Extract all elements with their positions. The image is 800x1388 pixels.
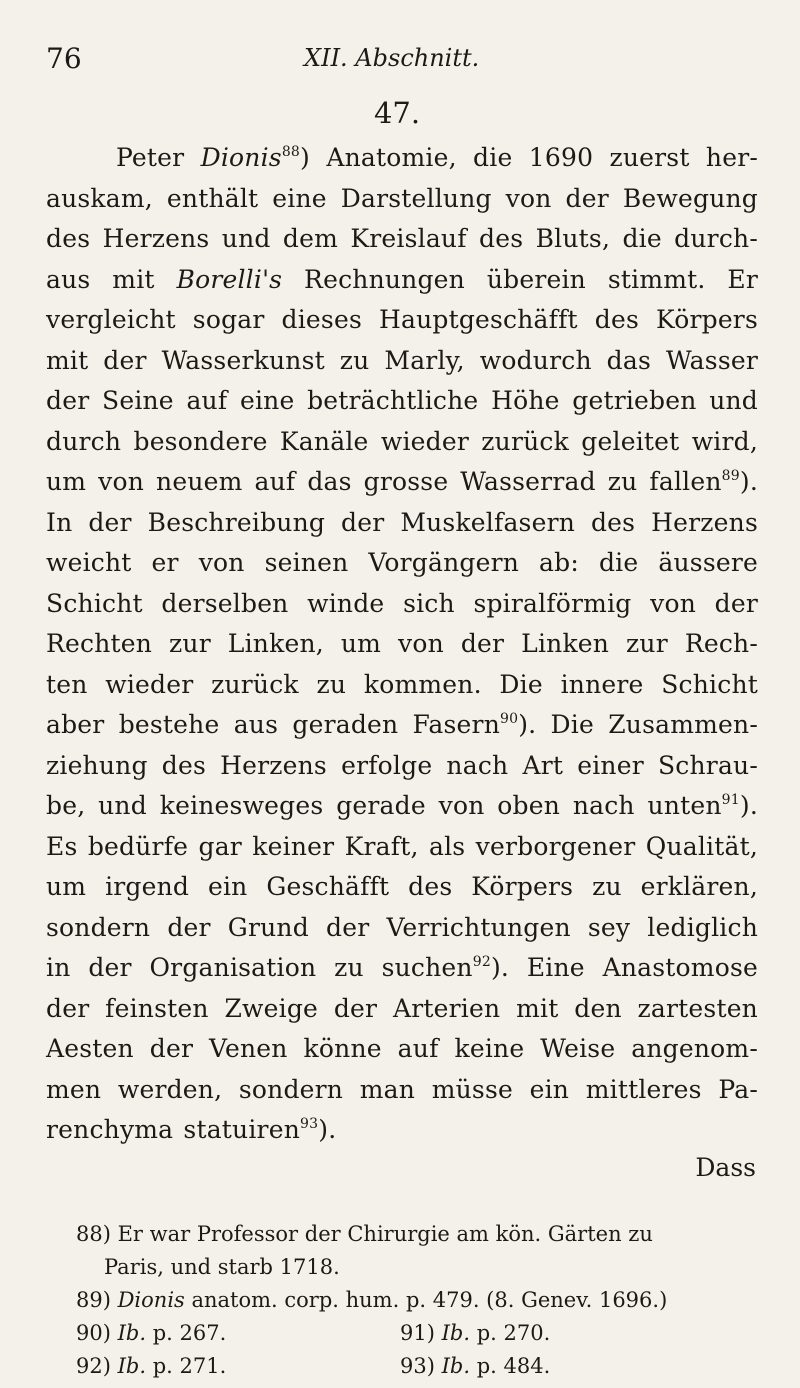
text-segment: ). (318, 1115, 337, 1144)
text-segment: durch besondere Kanäle wieder zurück geleitet wird, (46, 426, 758, 456)
text-segment: in der Organisation zu suchen (46, 953, 473, 982)
text-segment: der feinsten Zweige der Arterien mit den zartesten (46, 993, 758, 1023)
text-segment: ). (739, 467, 758, 496)
page-number: 76 (46, 42, 82, 75)
text-segment: vergleicht sogar dieses Hauptgeschäfft des Körpers (46, 305, 758, 334)
footnote-93 (400, 1350, 550, 1383)
text-line (46, 746, 758, 787)
running-title: XII. Abschnitt. (304, 44, 480, 72)
text-line (46, 989, 758, 1030)
text-line (46, 179, 758, 220)
footnote-92-ibid: Ib. (117, 1353, 147, 1378)
text-line (46, 381, 758, 422)
footnote-row-92-93 (76, 1350, 758, 1383)
footnote-ref: 90 (500, 711, 519, 727)
text-segment: aber bestehe aus geraden Fasern (46, 710, 500, 739)
footnote-91-ibid: Ib. (441, 1320, 471, 1345)
text-segment: ziehung des Herzens erfolge nach Art einer Schrau- (46, 750, 758, 780)
footnote-90-ibid: Ib. (117, 1320, 147, 1345)
text-segment: um von neuem auf das grosse Wasserrad zu fallen (46, 467, 722, 496)
footnote-ref: 89 (721, 468, 740, 484)
text-segment: ten wieder zurück zu kommen. Die innere Schicht (46, 669, 758, 699)
footnote-90-number: 90) (76, 1320, 118, 1345)
text-segment: Aesten der Venen könne auf keine Weise angenom- (46, 1034, 758, 1063)
footnote-92-number: 92) (76, 1353, 118, 1378)
text-line (46, 867, 758, 908)
text-segment: men werden, sondern man müsse ein mittleres Pa- (46, 1074, 758, 1104)
text-line (46, 665, 758, 706)
footnote-93-text: p. 484. (470, 1353, 551, 1378)
text-segment: be, und keinesweges gerade von oben nach unten (46, 791, 722, 820)
text-line (46, 260, 758, 301)
text-line (46, 138, 758, 179)
text-segment: um irgend ein Geschäfft des Körpers zu erklären, (46, 872, 758, 901)
footnote-ref: 88 (281, 144, 301, 160)
text-line (46, 908, 758, 949)
text-line (46, 584, 758, 625)
footnote-92-text: p. 271. (146, 1353, 227, 1378)
text-segment: weicht er von seinen Vorgängern ab: die äussere (46, 548, 758, 577)
text-segment: ). Eine Anastomose (490, 953, 758, 982)
italic-name: Borelli's (176, 264, 283, 294)
text-segment: ). (739, 791, 758, 820)
section-number: 47. (373, 96, 421, 130)
footnote-89 (76, 1284, 758, 1317)
text-line (46, 300, 758, 341)
text-segment: Rechnungen überein stimmt. Er (282, 264, 758, 294)
text-segment: auskam, enthält eine Darstellung von der Bewegung (46, 183, 758, 213)
text-line (46, 624, 758, 665)
footnote-88-continuation: Paris, und starb 1718. (104, 1254, 340, 1279)
footnote-ref: 91 (721, 792, 740, 808)
text-line (46, 705, 758, 746)
text-segment: aus mit (46, 264, 177, 294)
text-line (46, 422, 758, 463)
footnote-ref: 92 (472, 954, 491, 970)
footnote-ref: 93 (300, 1116, 319, 1132)
catchword: Dass (695, 1152, 756, 1182)
text-line (46, 1110, 758, 1151)
footnote-91 (400, 1317, 550, 1350)
text-segment: Rechten zur Linken, um von der Linken zur Rech- (46, 629, 758, 658)
running-head (46, 28, 758, 78)
text-line (46, 1070, 758, 1111)
footnote-91-text: p. 270. (470, 1320, 551, 1345)
footnotes (46, 1218, 758, 1383)
footnote-91-number: 91) (400, 1320, 442, 1345)
footnote-93-number: 93) (400, 1353, 442, 1378)
footnote-93-ibid: Ib. (441, 1353, 471, 1378)
footnote-89-number: 89) (76, 1287, 118, 1312)
text-line (46, 827, 758, 868)
footnote-89-text: anatom. corp. hum. p. 479. (8. Genev. 1696.) (184, 1287, 668, 1312)
text-segment: Peter (116, 143, 201, 172)
text-line (46, 1029, 758, 1070)
text-line (46, 341, 758, 382)
footnote-90 (76, 1317, 400, 1350)
body-text (46, 138, 758, 1151)
text-segment: mit der Wasserkunst zu Marly, wodurch das Wasser (46, 345, 758, 375)
text-line (46, 219, 758, 260)
text-segment: renchyma statuiren (46, 1115, 301, 1144)
text-segment: der Seine auf eine beträchtliche Höhe getrieben und (46, 386, 758, 415)
text-segment: In der Beschreibung der Muskelfasern des Herzens (46, 507, 758, 537)
text-line (46, 786, 758, 827)
text-line (46, 503, 758, 544)
footnote-row-90-91 (76, 1317, 758, 1350)
footnote-89-author: Dionis (117, 1287, 185, 1312)
text-segment: des Herzens und dem Kreislauf des Bluts, die durch- (46, 224, 758, 253)
text-line (46, 543, 758, 584)
text-segment: Es bedürfe gar keiner Kraft, als verborgener Qualität, (46, 831, 758, 861)
text-segment: ) Anatomie, die 1690 zuerst her- (300, 143, 758, 172)
footnote-88: 88) Er war Professor der Chirurgie am kön. Gärten zu (76, 1221, 653, 1246)
italic-name: Dionis (200, 143, 282, 172)
text-segment: ). Die Zusammen- (518, 710, 758, 739)
text-segment: sondern der Grund der Verrichtungen sey lediglich (46, 912, 758, 942)
text-line (46, 948, 758, 989)
text-line (46, 462, 758, 503)
text-segment: Schicht derselben winde sich spiralförmig von der (46, 588, 758, 618)
footnote-90-text: p. 267. (146, 1320, 227, 1345)
footnote-92 (76, 1350, 400, 1383)
